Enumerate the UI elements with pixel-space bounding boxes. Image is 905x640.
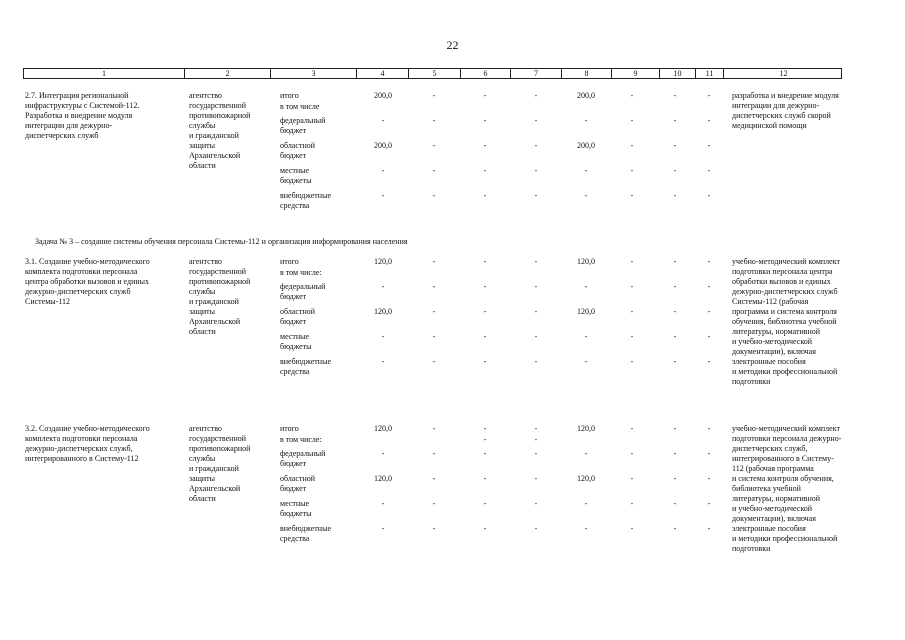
funding-value: - — [483, 116, 487, 125]
funding-value: - — [630, 166, 634, 175]
funding-value: - — [432, 191, 436, 200]
funding-source: местные бюджеты — [280, 499, 312, 518]
funding-source: федеральный бюджет — [280, 282, 326, 301]
funding-value: - — [584, 449, 588, 458]
funding-value: - — [630, 357, 634, 366]
funding-value: 120,0 — [374, 474, 392, 483]
funding-value: - — [432, 282, 436, 291]
funding-value: 200,0 — [374, 91, 392, 100]
funding-value: - — [483, 424, 487, 433]
funding-value: - — [534, 141, 538, 150]
funding-source: итого — [280, 257, 299, 266]
funding-value: - — [630, 474, 634, 483]
funding-source: в том числе: — [280, 435, 322, 444]
funding-value: - — [673, 449, 677, 458]
header-col-1: 1 — [24, 69, 185, 79]
funding-value: - — [432, 499, 436, 508]
funding-value: - — [630, 282, 634, 291]
funding-value: - — [584, 524, 588, 533]
funding-value: - — [534, 191, 538, 200]
funding-source: итого — [280, 424, 299, 433]
funding-value: - — [673, 424, 677, 433]
header-col-5: 5 — [409, 69, 461, 79]
funding-value: - — [673, 257, 677, 266]
funding-source: в том числе — [280, 102, 320, 111]
funding-value: 120,0 — [577, 307, 595, 316]
funding-value: - — [707, 499, 711, 508]
result-cell: разработка и внедрение модуля интеграции для дежурно- диспетчерских служб скорой медицинской помощи — [732, 91, 839, 130]
funding-value: - — [483, 449, 487, 458]
funding-value: - — [534, 435, 538, 444]
table-header — [23, 68, 842, 79]
funding-value: 200,0 — [577, 91, 595, 100]
funding-value: - — [673, 191, 677, 200]
funding-value: - — [534, 499, 538, 508]
activity-cell: 3.2. Создание учебно-методического комплекта подготовки персонала дежурно-диспетчерских служб, интегрированного в Систему-112 — [25, 424, 150, 463]
executor-cell: агентство государственной противопожарной службы и гражданской защиты Архангельской области — [189, 424, 251, 503]
activity-cell: 3.1. Создание учебно-методического комплекта подготовки персонала центра обработки вызовов и единых дежурно-диспетчерских служб Системы-112 — [25, 257, 150, 306]
funding-value: - — [534, 332, 538, 341]
funding-value: - — [707, 141, 711, 150]
funding-value: - — [584, 499, 588, 508]
funding-value: - — [534, 166, 538, 175]
funding-value: - — [432, 524, 436, 533]
header-col-10: 10 — [660, 69, 696, 79]
funding-source: федеральный бюджет — [280, 116, 326, 135]
funding-value: - — [381, 499, 385, 508]
funding-value: - — [534, 449, 538, 458]
funding-value: - — [673, 357, 677, 366]
funding-value: - — [483, 357, 487, 366]
funding-value: - — [707, 91, 711, 100]
funding-value: - — [534, 357, 538, 366]
funding-value: - — [673, 282, 677, 291]
funding-value: - — [673, 307, 677, 316]
funding-value: - — [432, 474, 436, 483]
funding-value: - — [707, 257, 711, 266]
funding-value: - — [630, 307, 634, 316]
funding-value: - — [630, 424, 634, 433]
funding-value: 120,0 — [577, 424, 595, 433]
funding-value: - — [381, 357, 385, 366]
funding-value: - — [534, 91, 538, 100]
funding-value: - — [584, 332, 588, 341]
executor-cell: агентство государственной противопожарной службы и гражданской защиты Архангельской области — [189, 257, 251, 336]
funding-value: - — [381, 166, 385, 175]
funding-source: внебюджетные средства — [280, 357, 331, 376]
header-col-6: 6 — [461, 69, 511, 79]
funding-value: - — [483, 191, 487, 200]
funding-value: - — [673, 166, 677, 175]
funding-value: - — [707, 524, 711, 533]
funding-value: - — [673, 332, 677, 341]
funding-value: - — [483, 91, 487, 100]
funding-value: - — [707, 282, 711, 291]
funding-value: - — [673, 91, 677, 100]
funding-source: местные бюджеты — [280, 166, 312, 185]
funding-value: - — [483, 435, 487, 444]
funding-value: - — [483, 282, 487, 291]
funding-value: - — [534, 307, 538, 316]
funding-value: - — [707, 307, 711, 316]
funding-value: 120,0 — [374, 257, 392, 266]
funding-value: - — [630, 257, 634, 266]
activity-cell: 2.7. Интеграция региональной инфраструктуры с Системой-112. Разработка и внедрение модуля интеграции для дежурно- диспетчерских служб — [25, 91, 140, 140]
funding-value: - — [381, 524, 385, 533]
funding-source: областной бюджет — [280, 307, 316, 326]
funding-value: - — [432, 116, 436, 125]
funding-value: - — [534, 116, 538, 125]
funding-value: - — [483, 499, 487, 508]
funding-value: - — [381, 332, 385, 341]
executor-cell: агентство государственной противопожарной службы и гражданской защиты Архангельской области — [189, 91, 251, 170]
funding-value: - — [707, 357, 711, 366]
funding-value: - — [630, 332, 634, 341]
funding-value: - — [584, 166, 588, 175]
funding-source: итого — [280, 91, 299, 100]
funding-value: - — [483, 332, 487, 341]
header-col-12: 12 — [779, 69, 788, 78]
funding-value: - — [483, 257, 487, 266]
funding-value: 120,0 — [577, 257, 595, 266]
funding-value: - — [483, 524, 487, 533]
funding-source: в том числе: — [280, 268, 322, 277]
funding-value: - — [432, 449, 436, 458]
funding-value: - — [630, 449, 634, 458]
funding-value: - — [707, 449, 711, 458]
funding-value: - — [673, 524, 677, 533]
funding-value: - — [707, 116, 711, 125]
funding-value: - — [432, 257, 436, 266]
funding-value: - — [707, 166, 711, 175]
funding-value: - — [673, 499, 677, 508]
funding-source: федеральный бюджет — [280, 449, 326, 468]
funding-value: - — [630, 141, 634, 150]
task-3-heading: Задача № 3 – создание системы обучения персонала Системы-112 и организация информирования населения — [35, 237, 408, 246]
funding-value: - — [432, 424, 436, 433]
funding-value: - — [584, 191, 588, 200]
funding-value: - — [673, 141, 677, 150]
funding-value: 120,0 — [374, 424, 392, 433]
funding-source: местные бюджеты — [280, 332, 312, 351]
funding-source: областной бюджет — [280, 141, 316, 160]
funding-value: - — [534, 257, 538, 266]
funding-source: внебюджетные средства — [280, 191, 331, 210]
funding-value: - — [483, 166, 487, 175]
funding-value: - — [630, 116, 634, 125]
funding-value: - — [432, 332, 436, 341]
result-cell: учебно-методический комплект подготовки персонала центра обработки вызовов и единых дежурно-диспетчерских служб Системы-112 (рабочая программа и система контроля обучения, библиотека учебной литературы, нормативной и учебно-методической документации), включая электронные пособия и методики профессиональной подготовки — [732, 257, 840, 386]
header-col-11: 11 — [696, 69, 724, 79]
funding-value: - — [534, 474, 538, 483]
header-col-4: 4 — [357, 69, 409, 79]
funding-value: - — [381, 116, 385, 125]
funding-value: 120,0 — [577, 474, 595, 483]
funding-value: - — [381, 282, 385, 291]
funding-value: - — [483, 141, 487, 150]
funding-value: - — [630, 191, 634, 200]
funding-value: - — [584, 116, 588, 125]
funding-value: - — [707, 332, 711, 341]
funding-value: - — [432, 91, 436, 100]
funding-value: 200,0 — [374, 141, 392, 150]
funding-value: - — [707, 424, 711, 433]
funding-value: - — [432, 141, 436, 150]
funding-source: внебюджетные средства — [280, 524, 331, 543]
funding-value: - — [630, 91, 634, 100]
page-number: 22 — [446, 38, 459, 52]
result-cell: учебно-методический комплект подготовки персонала дежурно- диспетчерских служб, интегрированного в Систему- 112 (рабочая программа и система контроля обучения, библиотека учебной литературы, нормативной и учебно-методической документации), включая электронные пособия и методики профессиональной подготовки — [732, 424, 842, 553]
funding-value: - — [432, 357, 436, 366]
header-col-3: 3 — [271, 69, 357, 79]
funding-value: - — [432, 307, 436, 316]
funding-value: - — [673, 474, 677, 483]
funding-value: - — [707, 191, 711, 200]
funding-value: - — [483, 307, 487, 316]
funding-value: 200,0 — [577, 141, 595, 150]
funding-value: - — [534, 424, 538, 433]
funding-value: - — [630, 524, 634, 533]
funding-value: - — [534, 524, 538, 533]
funding-value: - — [584, 282, 588, 291]
funding-value: 120,0 — [374, 307, 392, 316]
header-col-7: 7 — [511, 69, 562, 79]
header-col-2: 2 — [185, 69, 271, 79]
funding-value: - — [673, 116, 677, 125]
funding-value: - — [707, 474, 711, 483]
header-col-8: 8 — [562, 69, 612, 79]
funding-value: - — [381, 191, 385, 200]
funding-value: - — [584, 357, 588, 366]
header-col-9: 9 — [612, 69, 660, 79]
funding-value: - — [534, 282, 538, 291]
funding-value: - — [483, 474, 487, 483]
funding-value: - — [381, 449, 385, 458]
funding-source: областной бюджет — [280, 474, 316, 493]
funding-value: - — [630, 499, 634, 508]
funding-value: - — [432, 166, 436, 175]
